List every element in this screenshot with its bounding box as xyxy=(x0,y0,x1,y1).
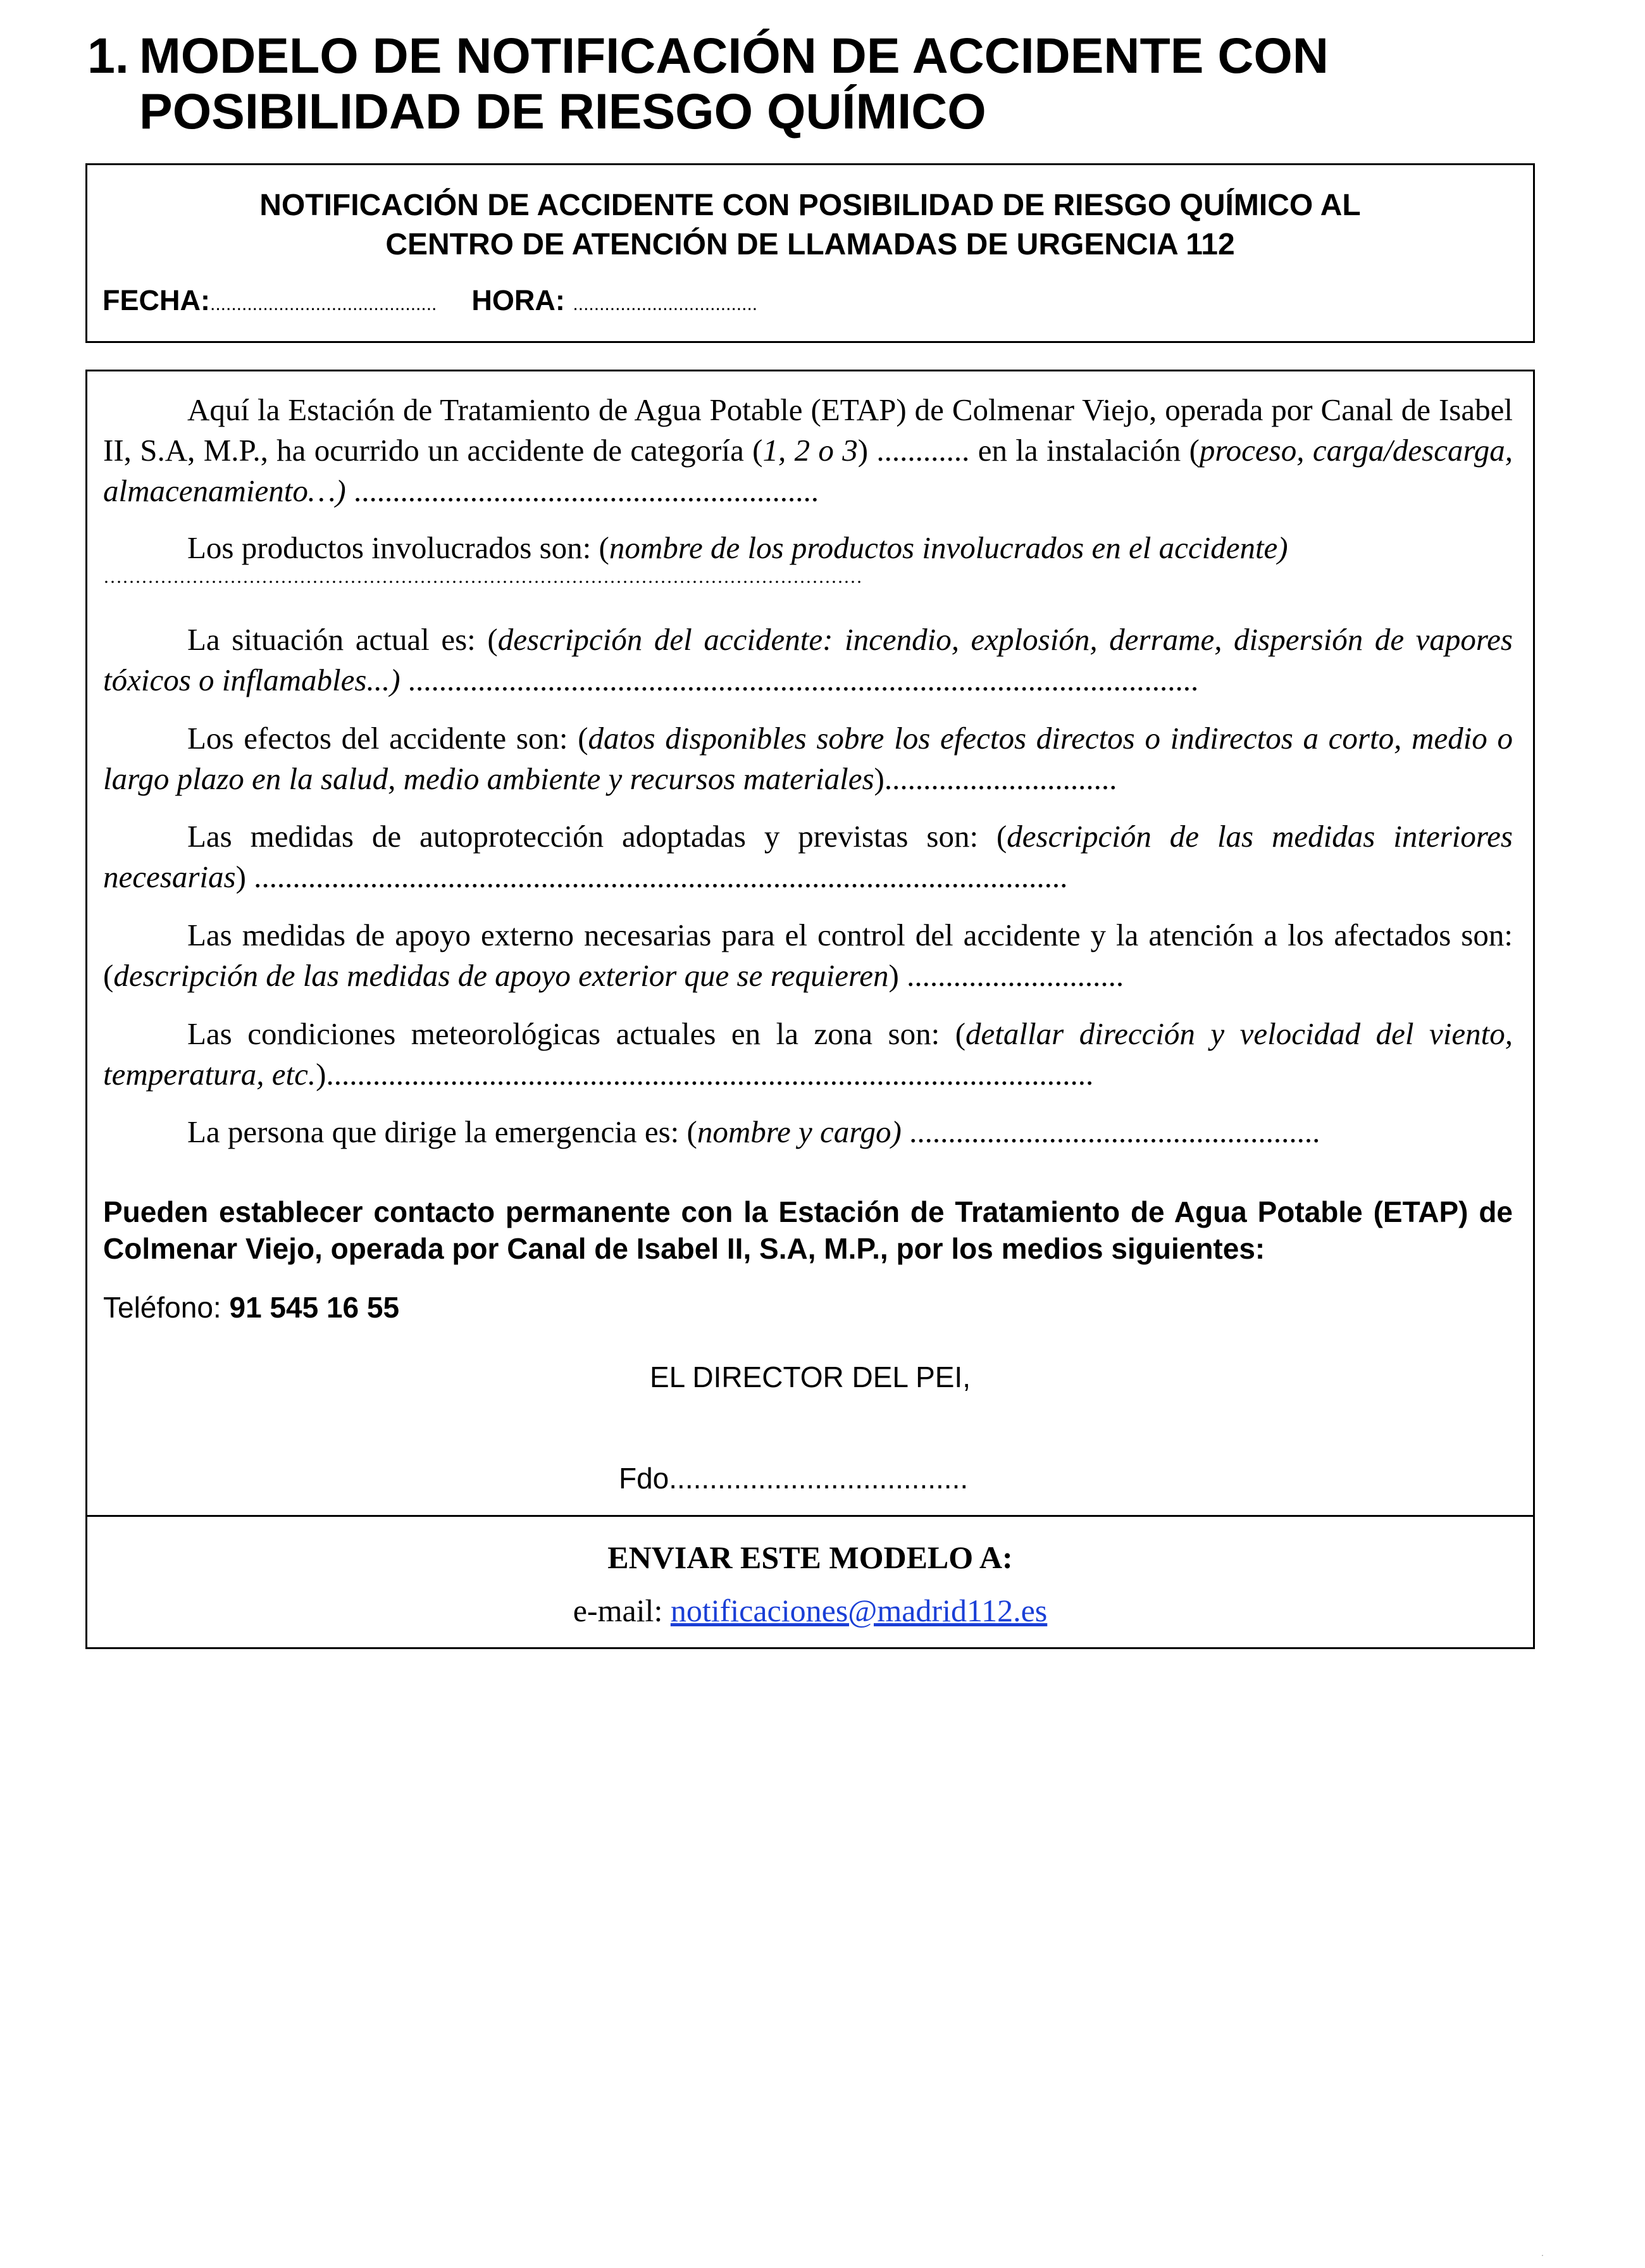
external-support-field[interactable]: ............................ xyxy=(907,958,1124,993)
installation-field[interactable]: ............................................................ xyxy=(354,473,819,508)
weather-field[interactable]: ................................................................................................... xyxy=(326,1057,1094,1092)
products-field[interactable]: ………………………………………………………………………………………………………… xyxy=(103,566,862,587)
signature-label: Fdo xyxy=(619,1462,669,1495)
notification-heading xyxy=(87,186,1533,265)
paragraph-products xyxy=(103,528,1513,568)
email-row xyxy=(87,1592,1533,1629)
paragraph-text: Los efectos del accidente son: ( xyxy=(187,721,588,756)
paragraph-emergency-director xyxy=(103,1112,1513,1152)
contact-statement: Pueden establecer contacto permanente con la Estación de Tratamiento de Agua Potable (ETAP) de Colmenar Viejo, operada por Canal de Isabel II, S.A, M.P., por los medios siguientes: xyxy=(103,1195,1513,1265)
paragraph-self-protection xyxy=(103,816,1513,897)
paragraph-italic: descripción de las medidas interiores necesarias xyxy=(103,819,1513,894)
hora-label: HORA: xyxy=(471,284,565,316)
section-title: MODELO DE NOTIFICACIÓN DE ACCIDENTE CON POSIBILIDAD DE RIESGO QUÍMICO xyxy=(139,27,1329,139)
phone-number: 91 545 16 55 xyxy=(229,1291,400,1324)
paragraph-text: Los productos involucrados son: ( xyxy=(187,530,609,565)
paragraph-italic: nombre de los productos involucrados en el accidente) xyxy=(609,530,1288,565)
send-to-box xyxy=(85,1515,1535,1649)
paragraph-text: La situación actual es: ( xyxy=(187,622,498,657)
paragraph-effects xyxy=(103,718,1513,799)
page-mark: . xyxy=(1541,2248,1544,2258)
paragraph-location xyxy=(103,390,1513,511)
paragraph-text: ) xyxy=(874,761,885,796)
situation-field[interactable]: ...................................................................................................... xyxy=(407,663,1199,697)
phone-label: Teléfono: xyxy=(103,1291,230,1324)
paragraph-text: La persona que dirige la emergencia es: ( xyxy=(187,1114,697,1149)
signature-field[interactable]: ..................................... xyxy=(669,1462,969,1495)
effects-field[interactable]: .............................. xyxy=(884,761,1117,796)
paragraph-italic: 1, 2 o 3 xyxy=(762,433,858,468)
paragraph-text: Las condiciones meteorológicas actuales en la zona son: ( xyxy=(187,1016,966,1051)
paragraph-text: ) ............ en la instalación ( xyxy=(857,433,1200,468)
notification-header-box xyxy=(85,163,1535,343)
send-title: ENVIAR ESTE MODELO A: xyxy=(607,1540,1013,1575)
signature-row xyxy=(619,1460,968,1497)
paragraph-italic: detallar dirección y velocidad del viento, temperatura, etc. xyxy=(103,1016,1513,1092)
director-label: EL DIRECTOR DEL PEI, xyxy=(650,1361,971,1393)
paragraph-italic: descripción de las medidas de apoyo exterior que se requieren xyxy=(113,958,889,993)
paragraph-italic: descripción del accidente: incendio, explosión, derrame, dispersión de vapores tóxicos o inflamables xyxy=(103,622,1513,697)
emergency-director-field[interactable]: ..................................................... xyxy=(909,1114,1320,1149)
heading-line-2: CENTRO DE ATENCIÓN DE LLAMADAS DE URGENCIA 112 xyxy=(385,228,1235,261)
phone-row xyxy=(103,1289,399,1326)
page-title xyxy=(87,28,1543,139)
email-label: e-mail: xyxy=(573,1593,671,1628)
paragraph-text: Las medidas de apoyo externo necesarias para el control del accidente y la atención a los afectados son: ( xyxy=(103,918,1513,993)
paragraph-text: ) xyxy=(235,859,254,894)
paragraph-italic: datos disponibles sobre los efectos directos o indirectos a corto, medio o largo plazo en la salud, medio ambiente y recursos materiales xyxy=(103,721,1513,796)
heading-line-1: NOTIFICACIÓN DE ACCIDENTE CON POSIBILIDAD DE RIESGO QUÍMICO AL xyxy=(259,189,1361,222)
paragraph-text: Aquí la Estación de Tratamiento de Agua Potable (ETAP) de Colmenar Viejo, operada por Canal de Isabel II, S.A, M.P., ha ocurrido un accidente de categoría ( xyxy=(103,392,1513,468)
paragraph-italic: proceso, carga/descarga, almacenamiento xyxy=(103,433,1513,508)
paragraph-text xyxy=(902,1114,909,1149)
paragraph-weather xyxy=(103,1014,1513,1095)
fecha-label: FECHA: xyxy=(102,284,210,316)
section-number: 1. xyxy=(87,27,129,84)
notification-body-box xyxy=(85,370,1535,1517)
paragraph-external-support xyxy=(103,915,1513,996)
paragraph-italic: …) xyxy=(307,473,354,508)
paragraph-text: Las medidas de autoprotección adoptadas y previstas son: ( xyxy=(187,819,1007,854)
hora-field[interactable]: ................................... xyxy=(573,294,758,315)
paragraph-text: ) xyxy=(888,958,907,993)
paragraph-italic: ...) xyxy=(366,663,408,697)
paragraph-text: ) xyxy=(316,1057,326,1092)
email-link[interactable]: notificaciones@madrid112.es xyxy=(670,1593,1048,1628)
paragraph-italic: nombre y cargo) xyxy=(697,1114,902,1149)
paragraph-situation xyxy=(103,620,1513,701)
fecha-field[interactable]: ........................................... xyxy=(209,294,437,315)
date-time-row xyxy=(102,283,757,322)
self-protection-field[interactable]: ......................................................................................................... xyxy=(254,859,1068,894)
